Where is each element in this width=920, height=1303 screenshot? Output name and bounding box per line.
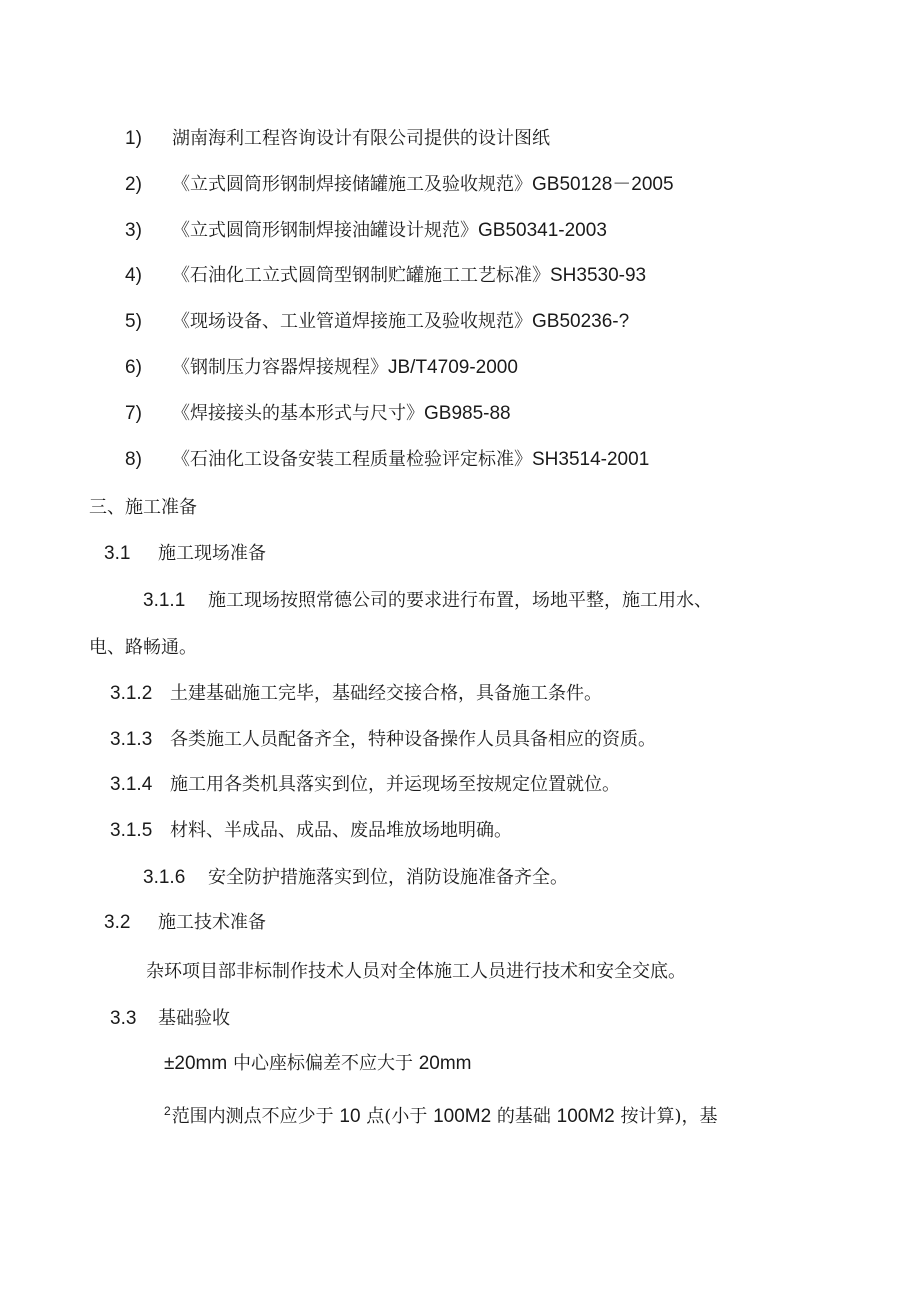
subsection-number: 3.2	[104, 912, 131, 933]
reference-title	[172, 310, 629, 334]
reference-code: SH3530-93	[550, 265, 647, 286]
reference-number: 5)	[125, 311, 142, 332]
item-number: 3.1.4	[110, 774, 153, 795]
tolerance-line	[164, 1052, 471, 1076]
measurement-value: 10	[339, 1106, 361, 1127]
superscript-mark: 2	[164, 1104, 171, 1118]
item-text: 土建基础施工完毕，基础经交接合格，具备施工条件。	[170, 683, 602, 704]
item-text: 施工现场按照常德公司的要求进行布置，场地平整，施工用水、	[208, 590, 712, 611]
reference-title	[172, 173, 674, 197]
subsection-number: 3.3	[110, 1008, 137, 1029]
reference-title	[172, 264, 646, 288]
measurement-value: 100M2	[433, 1106, 492, 1127]
item-number: 3.1.3	[110, 729, 153, 750]
section-heading: 三、施工准备	[89, 497, 197, 518]
item-text: 材料、半成品、成品、废品堆放场地明确。	[170, 820, 512, 841]
reference-text: 《现场设备、工业管道焊接施工及验收规范》	[172, 311, 532, 332]
tolerance-value: 20mm	[418, 1053, 472, 1074]
measurement-value: 100M2	[556, 1106, 615, 1127]
reference-number: 3)	[125, 220, 142, 241]
subsection-title: 基础验收	[158, 1008, 230, 1029]
reference-text: 湖南海利工程咨询设计有限公司提供的设计图纸	[172, 128, 550, 149]
measurement-text: 范围内测点不应少于	[171, 1106, 334, 1127]
reference-code: JB/T4709-2000	[388, 357, 518, 378]
item-number: 3.1.6	[143, 867, 186, 888]
item-text: 施工用各类机具落实到位，并运现场至按规定位置就位。	[170, 774, 620, 795]
reference-text: 《石油化工立式圆筒型钢制贮罐施工工艺标准》	[172, 265, 550, 286]
item-text: 各类施工人员配备齐全，特种设备操作人员具备相应的资质。	[170, 729, 656, 750]
reference-number: 1)	[125, 128, 142, 149]
reference-number: 8)	[125, 449, 142, 470]
item-number: 3.1.5	[110, 820, 153, 841]
reference-code: GB50341-2003	[478, 220, 607, 241]
tolerance-value: ±20mm	[164, 1053, 228, 1074]
reference-title	[172, 219, 607, 243]
item-text: 安全防护措施落实到位，消防设施准备齐全。	[208, 867, 568, 888]
item-number: 3.1.2	[110, 683, 153, 704]
reference-number: 6)	[125, 357, 142, 378]
reference-text: 《立式圆筒形钢制焊接油罐设计规范》	[172, 220, 478, 241]
reference-number: 2)	[125, 174, 142, 195]
reference-code: GB50128－2005	[532, 174, 674, 195]
reference-code: SH3514-2001	[532, 449, 650, 470]
reference-number: 4)	[125, 265, 142, 286]
reference-code: GB985-88	[424, 403, 511, 424]
reference-title	[172, 356, 518, 380]
paragraph-text: 杂环项目部非标制作技术人员对全体施工人员进行技术和安全交底。	[146, 961, 686, 982]
item-number: 3.1.1	[143, 590, 186, 611]
measurement-text: 的基础	[496, 1106, 551, 1127]
reference-title	[172, 127, 550, 151]
item-text-continuation: 电、路畅通。	[89, 637, 197, 658]
reference-title	[172, 448, 649, 472]
reference-text: 《钢制压力容器焊接规程》	[172, 357, 388, 378]
subsection-title: 施工现场准备	[158, 543, 266, 564]
subsection-number: 3.1	[104, 543, 131, 564]
reference-text: 《石油化工设备安装工程质量检验评定标准》	[172, 449, 532, 470]
reference-code: GB50236-?	[532, 311, 630, 332]
tolerance-text: 中心座标偏差不应大于	[232, 1053, 413, 1074]
reference-title	[172, 402, 511, 426]
reference-text: 《立式圆筒形钢制焊接储罐施工及验收规范》	[172, 174, 532, 195]
reference-number: 7)	[125, 403, 142, 424]
measurement-text: 点(小于	[366, 1106, 428, 1127]
measurement-line	[164, 1099, 718, 1129]
subsection-title: 施工技术准备	[158, 912, 266, 933]
reference-text: 《焊接接头的基本形式与尺寸》	[172, 403, 424, 424]
measurement-text: 按计算)，基	[620, 1106, 718, 1127]
